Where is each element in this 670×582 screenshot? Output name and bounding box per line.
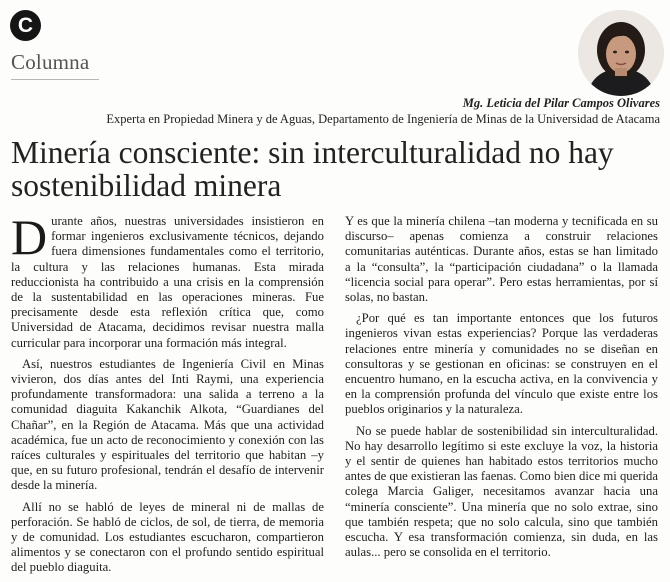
article-headline: Minería consciente: sin interculturalidad no hay sostenibilidad minera [11,135,614,203]
article-paragraph: Y es que la minería chilena –tan moderna y tecnificada en su discurso– apenas comienza a construir relaciones comunitarias auténticas. Durante años, estas se han limitado a la “consulta”, la “participación ciudadana” o la llamada “licencia social para operar”. Pero estas herramientas, por sí solas, no bastan. [345,214,658,305]
author-name: Mg. Leticia del Pilar Campos Olivares [462,96,660,110]
section-divider [11,79,99,80]
article-column-right [345,214,658,566]
article-paragraph: ¿Por qué es tan importante entonces que los futuros ingenieros vivan estas experiencias? Porque las verdaderas relaciones entre minería y comunidades no se diseñan en consultoras y se gestionan en oficinas: se construyen en el encuentro humano, en la escucha activa, en la convivencia y en la comprensión profunda del vínculo que existe entre los pueblos originarios y la naturaleza. [345,311,658,417]
article-column-left [11,209,324,582]
column-badge: C [10,10,41,41]
author-portrait-icon [578,10,664,96]
paragraph-text: urante años, nuestras universidades insistieron en formar ingenieros exclusivamente técnicos, dejando fuera dimensiones fundamentales como el territorio, la cultura y las relaciones humanas. Esta mirada reduccionista ha contribuido a una crisis en la comprensión de la sustentabilidad en las operaciones mineras. Fue precisamente desde esta reflexión crítica que, como Universidad de Atacama, decidimos revisar nuestra malla curricular para incorporar una formación más integral. [11,214,324,350]
author-photo [578,10,664,96]
article-paragraph: Allí no se habló de leyes de mineral ni de mallas de perforación. Se habló de ciclos, de sol, de tierra, de memoria y de comunidad. Los estudiantes escucharon, compartieron alimentos y se conectaron con el profundo sentido espiritual del pueblo diaguita. [11,499,324,575]
article-paragraph: No se puede hablar de sostenibilidad sin interculturalidad. No hay desarrollo legítimo si este excluye la voz, la historia y el sentir de quienes han habitado estos territorios mucho antes de que existieran las faenas. Como bien dice mi querida colega Marcia Galiger, necesitamos avanzar hacia una “minería consciente”. Una minería que no solo extrae, sino que también respeta; que no solo calcula, sino que también escucha. Y esa transformación comienza, sin duda, en las aulas... pero se consolida en el territorio. [345,423,658,560]
article-paragraph: Así, nuestros estudiantes de Ingeniería Civil en Minas vivieron, dos días antes del Inti Raymi, una experiencia profundamente transformadora: una salida a terreno a la comunidad diaguita Kakanchik Alkota, “Guardianes del Chañar”, en la Región de Atacama. Más que una actividad académica, fue un acto de reconocimiento y conexión con las raíces culturales y espirituales del territorio que habitan –y que, en su futuro profesional, tendrán el desafío de intervenir desde la minería. [11,356,324,493]
drop-cap: D [11,209,48,265]
author-title: Experta en Propiedad Minera y de Aguas, Departamento de Ingeniería de Minas de la Universidad de Atacama [106,112,660,126]
article-paragraph [11,209,324,351]
section-label: Columna [11,50,90,74]
